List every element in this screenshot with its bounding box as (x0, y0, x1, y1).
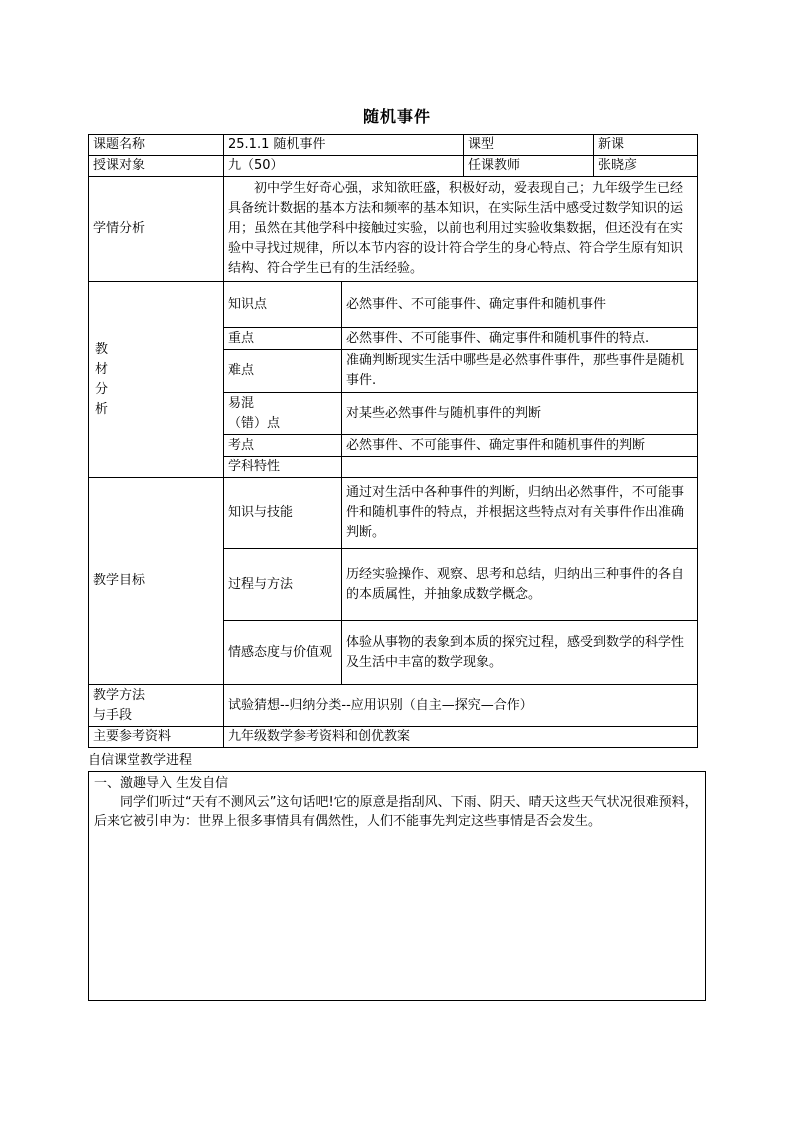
student-analysis-label: 学情分析 (89, 177, 224, 282)
table-row (89, 135, 698, 156)
table-row (89, 727, 698, 748)
material-label-char: 教 (95, 341, 109, 357)
confusing-label-line1: 易混 (228, 395, 255, 411)
exam-point-label: 考点 (224, 435, 342, 457)
goal-emotion-label: 情感态度与价值观 (224, 621, 342, 685)
key-point-label: 重点 (224, 328, 342, 350)
page-title: 随机事件 (362, 107, 431, 126)
goal-knowledge-value: 通过对生活中各种事件的判断，归纳出必然事件，不可能事件和随机事件的特点，并根据这些特点对有关事件作出准确判断。 (342, 478, 698, 549)
table-row (89, 282, 698, 328)
table-row (89, 156, 698, 177)
teaching-goal-label: 教学目标 (89, 478, 224, 685)
teaching-method-label (89, 685, 224, 727)
process-heading: 一、激趣导入 生发自信 (94, 776, 229, 791)
audience-value: 九（50） (224, 156, 464, 177)
process-text: 同学们听过“天有不测风云”这句话吧!它的原意是指刮风、下雨、阴天、晴天这些天气状况很难预料，后来它被引申为：世界上很多事情具有偶然性，人们不能事先判定这些事情是否会发生。 (94, 795, 698, 829)
goal-process-value: 历经实验操作、观察、思考和总结，归纳出三种事件的各自的本质属性，并抽象成数学概念。 (342, 549, 698, 621)
process-box (88, 771, 706, 1001)
teacher-label: 任课教师 (464, 156, 594, 177)
topic-value: 25.1.1 随机事件 (224, 135, 464, 156)
table-row (89, 478, 698, 549)
audience-label: 授课对象 (89, 156, 224, 177)
material-label-char: 材 (95, 361, 109, 377)
knowledge-point-label: 知识点 (224, 282, 342, 328)
teacher-value: 张晓彦 (594, 156, 698, 177)
subject-feature-label: 学科特性 (224, 457, 342, 478)
goal-knowledge-label: 知识与技能 (224, 478, 342, 549)
confusing-point-value: 对某些必然事件与随机事件的判断 (342, 393, 698, 435)
lesson-plan-table (88, 134, 698, 748)
table-row (89, 177, 698, 282)
confusing-point-label (224, 393, 342, 435)
subject-feature-value (342, 457, 698, 478)
exam-point-value: 必然事件、不可能事件、确定事件和随机事件的判断 (342, 435, 698, 457)
goal-emotion-value: 体验从事物的表象到本质的探究过程，感受到数学的科学性及生活中丰富的数学现象。 (342, 621, 698, 685)
student-analysis-text: 初中学生好奇心强，求知欲旺盛，积极好动，爱表现自己；九年级学生已经具备统计数据的基本方法和频率的基本知识，在实际生活中感受过数学知识的运用；虽然在其他学科中接触过实验，以前也利用过实验收集数据，但还没有在实验中寻找过规律，所以本节内容的设计符合学生的身心特点、符合学生原有知识结构、符合学生已有的生活经验。 (224, 177, 698, 282)
teaching-method-label-line2: 与手段 (93, 707, 133, 723)
knowledge-point-value: 必然事件、不可能事件、确定事件和随机事件 (342, 282, 698, 328)
teaching-method-label-line1: 教学方法 (93, 687, 146, 703)
material-label-char: 分 (95, 381, 109, 397)
teaching-method-value: 试验猜想--归纳分类--应用识别（自主—探究—合作） (224, 685, 698, 727)
confusing-label-line2: （错）点 (228, 415, 281, 431)
table-row (89, 685, 698, 727)
material-analysis-label (89, 282, 224, 478)
difficult-point-label: 难点 (224, 350, 342, 393)
reference-value: 九年级数学参考资料和创优教案 (224, 727, 698, 748)
key-point-value: 必然事件、不可能事件、确定事件和随机事件的特点. (342, 328, 698, 350)
material-label-char: 析 (95, 401, 109, 417)
process-section-label: 自信课堂教学进程 (88, 753, 193, 768)
type-label: 课型 (464, 135, 594, 156)
type-value: 新课 (594, 135, 698, 156)
topic-label: 课题名称 (89, 135, 224, 156)
goal-process-label: 过程与方法 (224, 549, 342, 621)
difficult-point-value: 准确判断现实生活中哪些是必然事件事件，那些事件是随机事件. (342, 350, 698, 393)
reference-label: 主要参考资料 (89, 727, 224, 748)
